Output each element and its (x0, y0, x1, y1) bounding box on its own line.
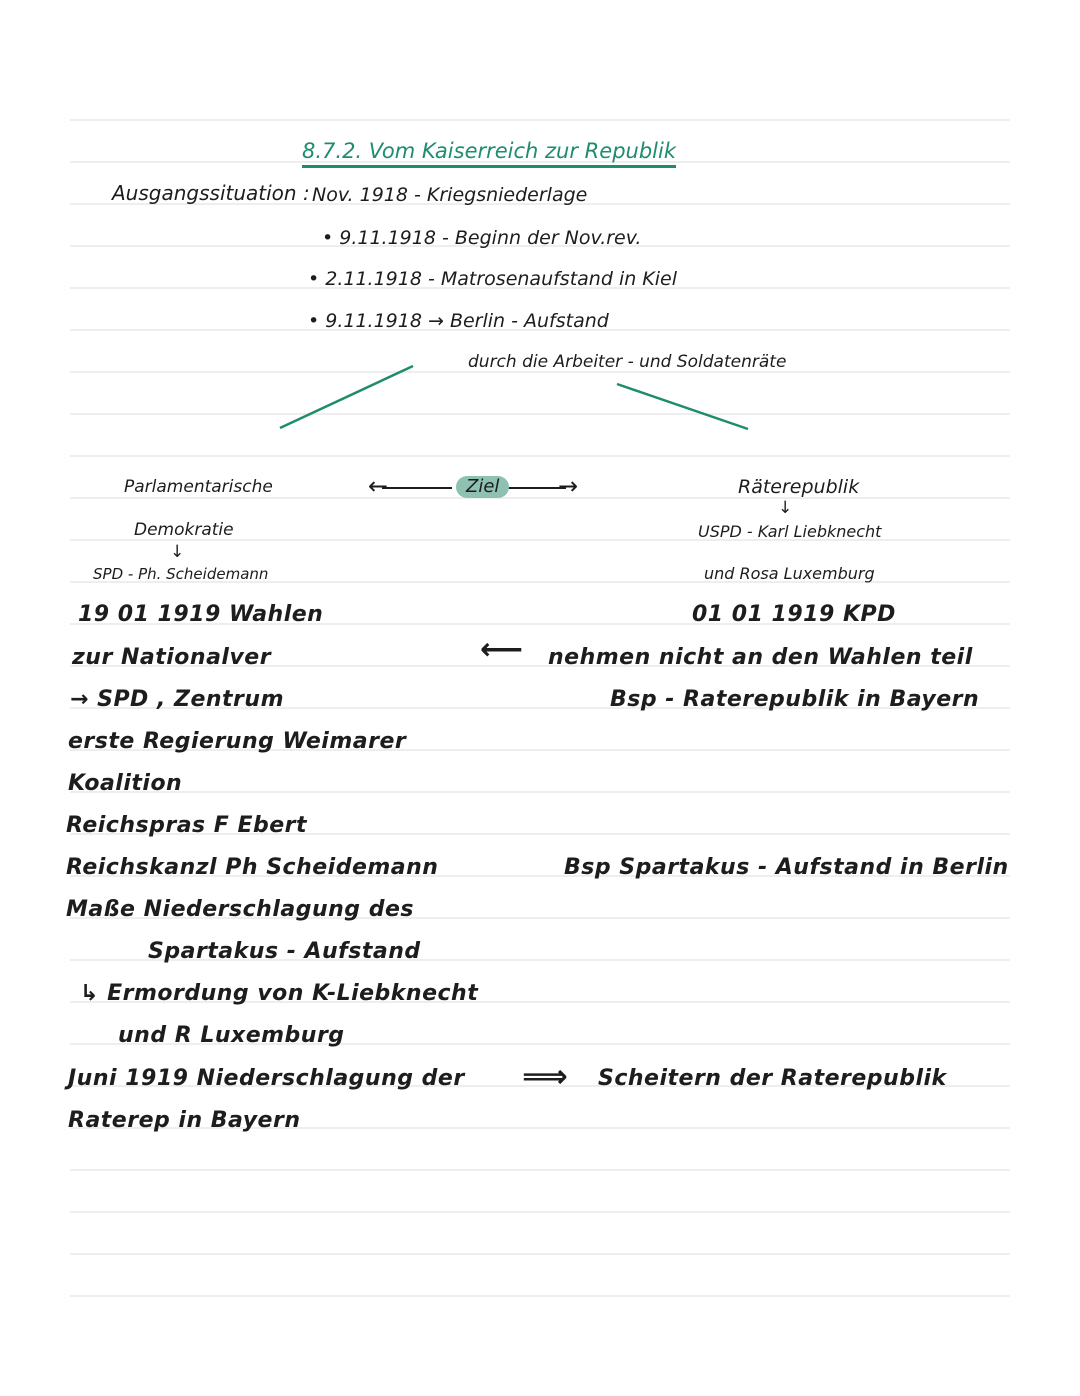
situation-line-2: • 9.11.1918 - Beginn der Nov.rev. (322, 227, 642, 249)
note-left-5: Koalition (68, 771, 183, 796)
note-left-12: Juni 1919 Niederschlagung der (68, 1066, 465, 1091)
right-down-arrow-icon: ↓ (778, 498, 793, 518)
note-right-example-1: Bsp - Raterepublik in Bayern (610, 687, 980, 712)
note-left-11: und R Luxemburg (118, 1023, 345, 1048)
left-heading-2: Demokratie (134, 520, 234, 540)
situation-line-1: Nov. 1918 - Kriegsniederlage (312, 184, 588, 206)
note-left-7: Reichskanzl Ph Scheidemann (66, 855, 439, 880)
right-party-2: und Rosa Luxemburg (704, 564, 875, 583)
double-arrow-icon: ⟹ (522, 1057, 568, 1095)
left-party: SPD - Ph. Scheidemann (93, 565, 269, 583)
left-heading-1: Parlamentarische (124, 477, 273, 497)
left-down-arrow-icon: ↓ (170, 542, 185, 562)
note-left-2: zur Nationalver (72, 645, 272, 670)
note-left-13: Raterep in Bayern (68, 1108, 301, 1133)
note-left-1: 19 01 1919 Wahlen (78, 602, 324, 627)
situation-line-4: • 9.11.1918 → Berlin - Aufstand (308, 310, 609, 332)
note-left-4: erste Regierung Weimarer (68, 729, 407, 754)
note-left-8: Maße Niederschlagung des (66, 897, 414, 922)
goal-left-arrow-icon: ← (368, 472, 389, 500)
note-left-9: Spartakus - Aufstand (148, 939, 421, 964)
note-left-3: → SPD , Zentrum (70, 687, 284, 712)
note-left-6: Reichspras F Ebert (66, 813, 308, 838)
note-left-10: ↳ Ermordung von K-Liebknecht (80, 981, 479, 1006)
right-heading: Räterepublik (738, 476, 860, 498)
note-right-result: Scheitern der Raterepublik (598, 1066, 947, 1091)
page-title: 8.7.2. Vom Kaiserreich zur Republik (302, 141, 676, 168)
goal-label: Ziel (456, 476, 509, 498)
note-right-example-2: Bsp Spartakus - Aufstand in Berlin (564, 855, 1009, 880)
note-right-kpd: 01 01 1919 KPD (692, 602, 896, 627)
right-party-1: USPD - Karl Liebknecht (698, 522, 882, 541)
situation-line-5: durch die Arbeiter - und Soldatenräte (468, 352, 787, 372)
left-arrow-icon: ⟵ (480, 632, 524, 667)
note-right-no-election: nehmen nicht an den Wahlen teil (548, 645, 973, 670)
goal-right-arrow-icon: → (558, 472, 579, 500)
situation-line-3: • 2.11.1918 - Matrosenaufstand in Kiel (308, 268, 678, 290)
situation-label: Ausgangssituation : (112, 181, 310, 205)
